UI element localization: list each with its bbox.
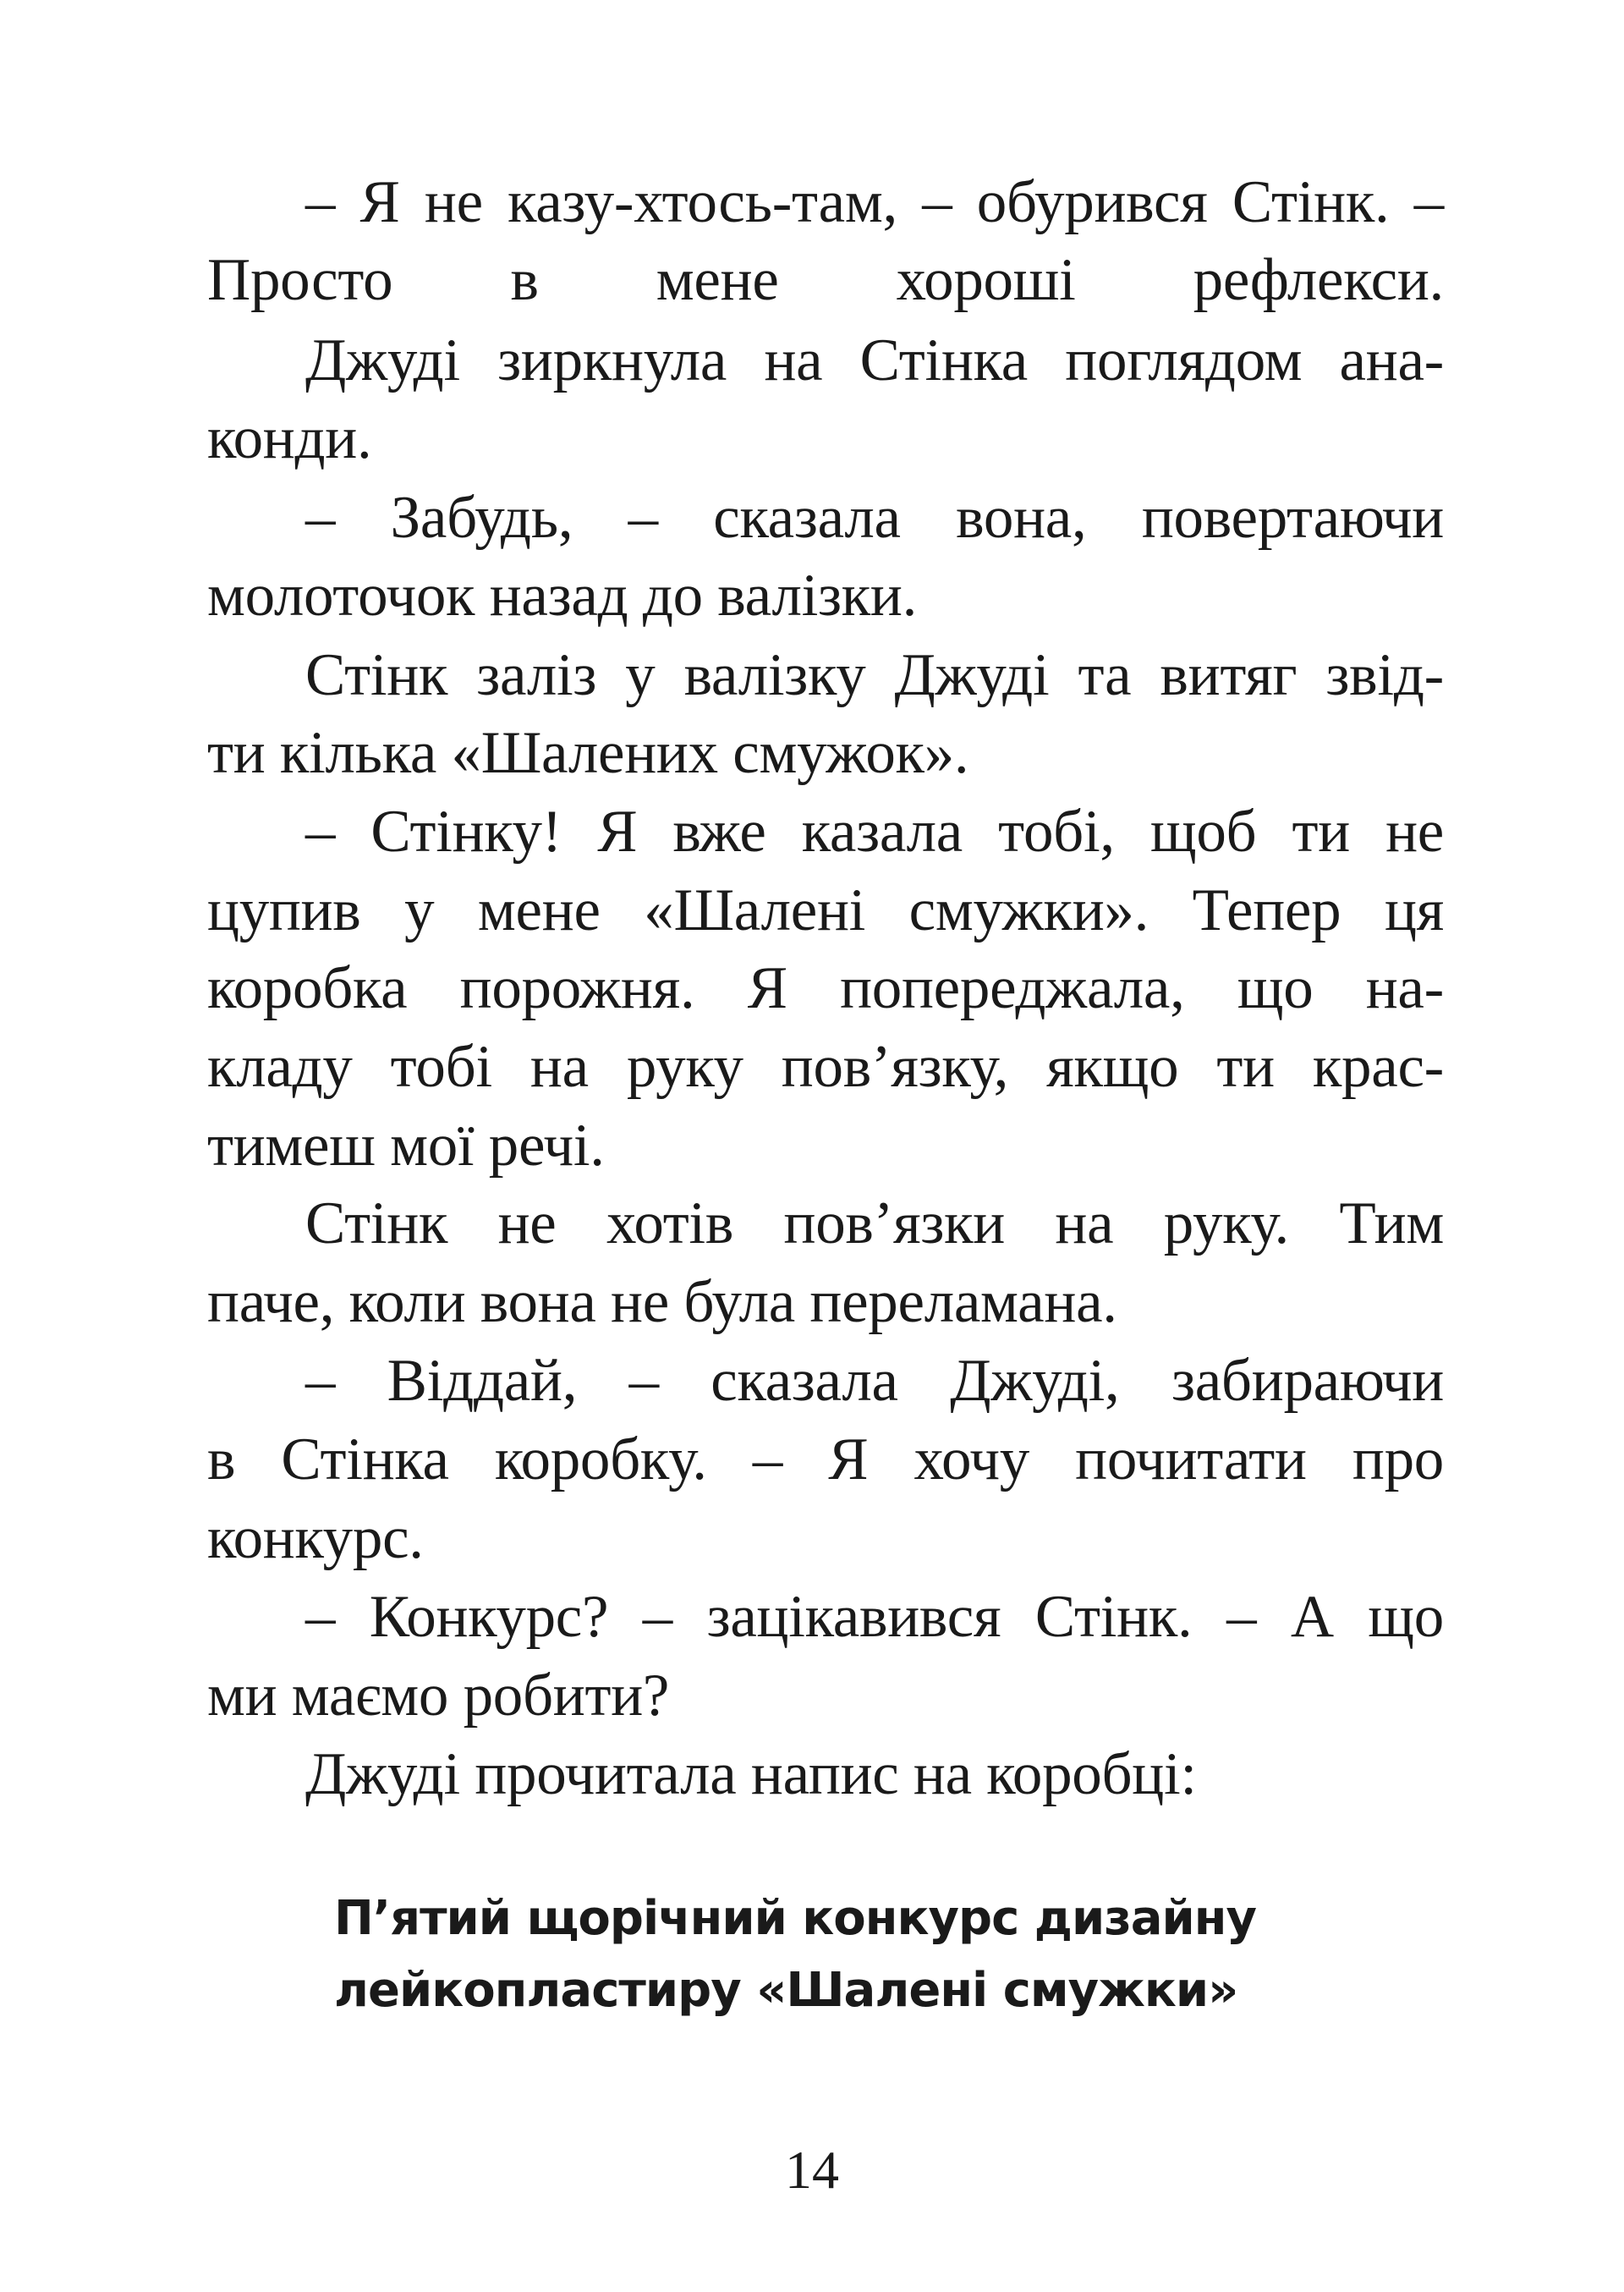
text-line: – Я не казу-хтось-там, – обурився Стінк. –: [305, 169, 1444, 235]
text-line: Джуді зиркнула на Стінка поглядом ана-: [305, 327, 1444, 393]
page-number: 14: [785, 2140, 839, 2200]
box-inscription-line: П’ятий щорічний конкурс дизайну: [334, 1891, 1256, 1946]
text-line: ми маємо робити?: [207, 1663, 670, 1729]
text-line: тимеш мої речі.: [207, 1113, 605, 1179]
text-line: Просто в мене хороші рефлекси.: [207, 247, 1444, 313]
text-line: – Віддай, – сказала Джуді, забираючи: [305, 1348, 1444, 1414]
text-line: конкурс.: [207, 1505, 424, 1571]
text-line: кладу тобі на руку пов’язку, якщо ти крас-: [207, 1034, 1444, 1100]
text-line: молоточок назад до валізки.: [207, 563, 918, 629]
text-line: – Конкурс? – зацікавився Стінк. – А що: [305, 1584, 1444, 1650]
text-line: Стінк не хотів пов’язки на руку. Тим: [305, 1190, 1444, 1256]
text-line: паче, коли вона не була переламана.: [207, 1269, 1117, 1335]
text-line: конди.: [207, 405, 372, 471]
box-inscription-line: лейкопластиру «Шалені смужки»: [334, 1963, 1238, 2018]
text-line: цупив у мене «Шалені смужки». Тепер ця: [207, 877, 1444, 943]
text-line: – Забудь, – сказала вона, повертаючи: [305, 485, 1444, 551]
text-line: коробка порожня. Я попереджала, що на-: [207, 955, 1444, 1021]
text-line: в Стінка коробку. – Я хочу почитати про: [207, 1426, 1444, 1492]
text-line: ти кілька «Шалених смужок».: [207, 720, 969, 786]
text-line: – Стінку! Я вже казала тобі, щоб ти не: [305, 799, 1444, 865]
text-line: Джуді прочитала напис на коробці:: [305, 1741, 1197, 1807]
text-line: Стінк заліз у валізку Джуді та витяг звід-: [305, 642, 1444, 708]
